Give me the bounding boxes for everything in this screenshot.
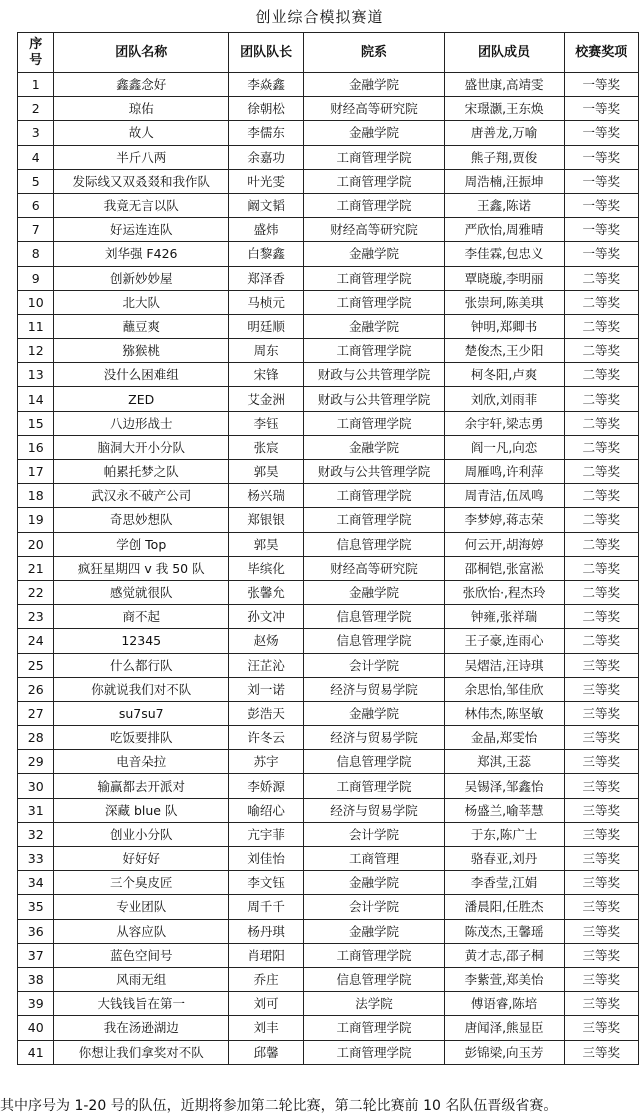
cell-department: 财经高等研究院 [304, 97, 444, 121]
cell-team-name: 琼佑 [54, 97, 229, 121]
cell-team-name: 奇思妙想队 [54, 508, 229, 532]
cell-index: 6 [18, 193, 54, 217]
cell-captain: 郭昊 [228, 460, 303, 484]
cell-members: 周浩楠,汪振坤 [444, 169, 564, 193]
cell-department: 工商管理学院 [304, 193, 444, 217]
cell-department: 金融学院 [304, 919, 444, 943]
cell-members: 傅语睿,陈培 [444, 992, 564, 1016]
cell-members: 何云开,胡海婷 [444, 532, 564, 556]
cell-members: 周青洁,伍凤鸣 [444, 484, 564, 508]
cell-index: 12 [18, 339, 54, 363]
table-row [18, 943, 639, 967]
cell-award: 三等奖 [564, 677, 638, 701]
table-row [18, 701, 639, 725]
cell-captain: 李儒东 [228, 121, 303, 145]
cell-members: 熊子翔,贾俊 [444, 145, 564, 169]
cell-index: 13 [18, 363, 54, 387]
cell-captain: 乔庄 [228, 967, 303, 991]
table-row [18, 484, 639, 508]
cell-index: 9 [18, 266, 54, 290]
table-row [18, 629, 639, 653]
cell-captain: 李娇源 [228, 774, 303, 798]
cell-department: 信息管理学院 [304, 605, 444, 629]
cell-department: 法学院 [304, 992, 444, 1016]
cell-department: 工商管理学院 [304, 1040, 444, 1064]
table-row [18, 605, 639, 629]
table-row [18, 121, 639, 145]
cell-team-name: 蓝色空间号 [54, 943, 229, 967]
cell-captain: 邱馨 [228, 1040, 303, 1064]
cell-team-name: 商不起 [54, 605, 229, 629]
cell-members: 黄才志,邵子桐 [444, 943, 564, 967]
cell-department: 金融学院 [304, 242, 444, 266]
table-row [18, 314, 639, 338]
cell-index: 5 [18, 169, 54, 193]
cell-award: 三等奖 [564, 822, 638, 846]
cell-award: 三等奖 [564, 1040, 638, 1064]
cell-award: 三等奖 [564, 750, 638, 774]
cell-members: 张欣怡·,程杰玲 [444, 580, 564, 604]
cell-members: 盛世康,高靖雯 [444, 73, 564, 97]
cell-index: 40 [18, 1016, 54, 1040]
cell-captain: 苏宇 [228, 750, 303, 774]
cell-team-name: 你想让我们拿奖对不队 [54, 1040, 229, 1064]
cell-captain: 徐朝松 [228, 97, 303, 121]
cell-award: 三等奖 [564, 895, 638, 919]
cell-award: 三等奖 [564, 653, 638, 677]
cell-award: 二等奖 [564, 435, 638, 459]
table-row [18, 847, 639, 871]
cell-department: 财政与公共管理学院 [304, 363, 444, 387]
cell-members: 王鑫,陈诺 [444, 193, 564, 217]
cell-award: 二等奖 [564, 580, 638, 604]
cell-members: 李香莹,江娟 [444, 871, 564, 895]
cell-captain: 叶光雯 [228, 169, 303, 193]
cell-team-name: 故人 [54, 121, 229, 145]
cell-award: 三等奖 [564, 943, 638, 967]
cell-captain: 汪芷沁 [228, 653, 303, 677]
col-header-captain: 团队队长 [228, 33, 303, 73]
cell-department: 会计学院 [304, 822, 444, 846]
cell-index: 11 [18, 314, 54, 338]
cell-members: 吴锡泽,邹鑫怡 [444, 774, 564, 798]
cell-members: 宋璟灏,王东焕 [444, 97, 564, 121]
cell-captain: 李文钰 [228, 871, 303, 895]
cell-index: 33 [18, 847, 54, 871]
cell-members: 覃晓璇,李明丽 [444, 266, 564, 290]
cell-captain: 宋锋 [228, 363, 303, 387]
cell-department: 经济与贸易学院 [304, 726, 444, 750]
cell-members: 张崇珂,陈美琪 [444, 290, 564, 314]
cell-captain: 郑泽香 [228, 266, 303, 290]
cell-index: 39 [18, 992, 54, 1016]
cell-department: 经济与贸易学院 [304, 798, 444, 822]
cell-team-name: 武汉永不破产公司 [54, 484, 229, 508]
cell-award: 三等奖 [564, 871, 638, 895]
cell-team-name: 12345 [54, 629, 229, 653]
cell-members: 李佳霖,包忠义 [444, 242, 564, 266]
table-row [18, 1016, 639, 1040]
cell-department: 金融学院 [304, 871, 444, 895]
cell-members: 周雁鸣,许利萍 [444, 460, 564, 484]
cell-award: 二等奖 [564, 508, 638, 532]
footer-note: 其中序号为 1-20 号的队伍，近期将参加第二轮比赛，第二轮比赛前 10 名队伍晋级省赛。 [0, 1098, 558, 1114]
cell-department: 工商管理学院 [304, 145, 444, 169]
table-row [18, 822, 639, 846]
cell-award: 二等奖 [564, 556, 638, 580]
table-row [18, 580, 639, 604]
cell-team-name: 什么都行队 [54, 653, 229, 677]
cell-department: 工商管理学院 [304, 508, 444, 532]
cell-team-name: su7su7 [54, 701, 229, 725]
cell-members: 王子豪,连雨心 [444, 629, 564, 653]
table-row [18, 266, 639, 290]
cell-department: 工商管理学院 [304, 774, 444, 798]
cell-index: 22 [18, 580, 54, 604]
table-row [18, 460, 639, 484]
table-row [18, 290, 639, 314]
cell-award: 二等奖 [564, 460, 638, 484]
cell-award: 三等奖 [564, 798, 638, 822]
cell-captain: 盛炜 [228, 218, 303, 242]
cell-captain: 李钰 [228, 411, 303, 435]
cell-award: 三等奖 [564, 1016, 638, 1040]
table-row [18, 750, 639, 774]
cell-team-name: 疯狂星期四 v 我 50 队 [54, 556, 229, 580]
table-row [18, 508, 639, 532]
cell-team-name: 蘸豆爽 [54, 314, 229, 338]
cell-team-name: 专业团队 [54, 895, 229, 919]
cell-award: 三等奖 [564, 726, 638, 750]
cell-team-name: 八边形战士 [54, 411, 229, 435]
cell-department: 工商管理学院 [304, 1016, 444, 1040]
cell-members: 李紫萱,郑美怡 [444, 967, 564, 991]
cell-index: 29 [18, 750, 54, 774]
cell-index: 10 [18, 290, 54, 314]
cell-members: 彭锦梁,向玉芳 [444, 1040, 564, 1064]
cell-members: 钟明,郑卿书 [444, 314, 564, 338]
cell-award: 三等奖 [564, 967, 638, 991]
cell-captain: 郑银银 [228, 508, 303, 532]
table-row [18, 774, 639, 798]
cell-members: 李梦婷,蒋志荣 [444, 508, 564, 532]
cell-team-name: 电音朵拉 [54, 750, 229, 774]
cell-team-name: 学创 Top [54, 532, 229, 556]
cell-department: 工商管理学院 [304, 339, 444, 363]
cell-index: 15 [18, 411, 54, 435]
cell-captain: 毕缤化 [228, 556, 303, 580]
table-row [18, 798, 639, 822]
cell-team-name: 风雨无组 [54, 967, 229, 991]
cell-index: 36 [18, 919, 54, 943]
cell-award: 二等奖 [564, 363, 638, 387]
cell-department: 财政与公共管理学院 [304, 460, 444, 484]
cell-team-name: ZED [54, 387, 229, 411]
cell-captain: 刘可 [228, 992, 303, 1016]
table-row [18, 145, 639, 169]
table-row [18, 73, 639, 97]
cell-team-name: 吃饭要排队 [54, 726, 229, 750]
cell-award: 三等奖 [564, 992, 638, 1016]
col-header-department: 院系 [304, 33, 444, 73]
table-row [18, 967, 639, 991]
table-row [18, 992, 639, 1016]
cell-captain: 刘丰 [228, 1016, 303, 1040]
cell-team-name: 我在汤逊湖边 [54, 1016, 229, 1040]
cell-department: 金融学院 [304, 121, 444, 145]
cell-index: 8 [18, 242, 54, 266]
cell-members: 郑淇,王蕊 [444, 750, 564, 774]
cell-index: 34 [18, 871, 54, 895]
cell-captain: 白黎鑫 [228, 242, 303, 266]
cell-members: 余思怡,邹佳欣 [444, 677, 564, 701]
cell-members: 唐善龙,万喻 [444, 121, 564, 145]
table-row [18, 242, 639, 266]
cell-index: 19 [18, 508, 54, 532]
cell-team-name: 北大队 [54, 290, 229, 314]
cell-captain: 郭昊 [228, 532, 303, 556]
cell-index: 16 [18, 435, 54, 459]
cell-index: 26 [18, 677, 54, 701]
cell-team-name: 发际线又双叒叕和我作队 [54, 169, 229, 193]
cell-index: 23 [18, 605, 54, 629]
cell-captain: 肖珺阳 [228, 943, 303, 967]
cell-team-name: 三个臭皮匠 [54, 871, 229, 895]
cell-members: 潘晨阳,任胜杰 [444, 895, 564, 919]
cell-members: 钟雍,张祥瑞 [444, 605, 564, 629]
table-row [18, 726, 639, 750]
cell-award: 二等奖 [564, 290, 638, 314]
cell-members: 阎一凡,向恋 [444, 435, 564, 459]
cell-captain: 艾金洲 [228, 387, 303, 411]
cell-award: 二等奖 [564, 605, 638, 629]
cell-department: 工商管理学院 [304, 484, 444, 508]
cell-department: 金融学院 [304, 580, 444, 604]
cell-members: 林伟杰,陈坚敏 [444, 701, 564, 725]
cell-department: 信息管理学院 [304, 629, 444, 653]
cell-award: 二等奖 [564, 339, 638, 363]
table-row [18, 363, 639, 387]
cell-index: 25 [18, 653, 54, 677]
cell-index: 14 [18, 387, 54, 411]
table-row [18, 411, 639, 435]
cell-captain: 阚文韬 [228, 193, 303, 217]
cell-captain: 亢宇菲 [228, 822, 303, 846]
cell-award: 三等奖 [564, 919, 638, 943]
table-row [18, 387, 639, 411]
cell-members: 骆春亚,刘丹 [444, 847, 564, 871]
cell-department: 工商管理 [304, 847, 444, 871]
table-header-row [18, 33, 639, 73]
table-row [18, 895, 639, 919]
col-header-members: 团队成员 [444, 33, 564, 73]
cell-captain: 马桢元 [228, 290, 303, 314]
cell-team-name: 半斤八两 [54, 145, 229, 169]
table-row [18, 1040, 639, 1064]
cell-index: 38 [18, 967, 54, 991]
cell-members: 金晶,郑雯怡 [444, 726, 564, 750]
table-row [18, 218, 639, 242]
cell-index: 37 [18, 943, 54, 967]
cell-index: 35 [18, 895, 54, 919]
cell-award: 一等奖 [564, 73, 638, 97]
cell-award: 二等奖 [564, 532, 638, 556]
cell-department: 财经高等研究院 [304, 218, 444, 242]
cell-department: 金融学院 [304, 435, 444, 459]
cell-index: 31 [18, 798, 54, 822]
cell-index: 17 [18, 460, 54, 484]
table-row [18, 677, 639, 701]
cell-members: 杨盛兰,喻莘慧 [444, 798, 564, 822]
cell-index: 27 [18, 701, 54, 725]
cell-award: 三等奖 [564, 774, 638, 798]
cell-index: 2 [18, 97, 54, 121]
cell-award: 二等奖 [564, 484, 638, 508]
cell-captain: 许冬云 [228, 726, 303, 750]
cell-department: 工商管理学院 [304, 943, 444, 967]
table-row [18, 919, 639, 943]
cell-members: 严欣怡,周雅晴 [444, 218, 564, 242]
table-row [18, 435, 639, 459]
cell-team-name: 大钱钱旨在第一 [54, 992, 229, 1016]
cell-department: 工商管理学院 [304, 290, 444, 314]
cell-captain: 喻绍心 [228, 798, 303, 822]
cell-department: 会计学院 [304, 653, 444, 677]
cell-award: 二等奖 [564, 314, 638, 338]
table-row [18, 532, 639, 556]
cell-award: 二等奖 [564, 266, 638, 290]
cell-team-name: 鑫鑫念好 [54, 73, 229, 97]
cell-members: 陈茂杰,王馨瑶 [444, 919, 564, 943]
cell-award: 二等奖 [564, 387, 638, 411]
cell-department: 会计学院 [304, 895, 444, 919]
cell-index: 7 [18, 218, 54, 242]
cell-members: 唐闻泽,熊显臣 [444, 1016, 564, 1040]
cell-team-name: 脑洞大开小分队 [54, 435, 229, 459]
cell-department: 信息管理学院 [304, 532, 444, 556]
cell-department: 工商管理学院 [304, 411, 444, 435]
cell-index: 28 [18, 726, 54, 750]
table-row [18, 556, 639, 580]
cell-captain: 余嘉功 [228, 145, 303, 169]
cell-department: 金融学院 [304, 701, 444, 725]
cell-captain: 孙文冲 [228, 605, 303, 629]
cell-award: 二等奖 [564, 411, 638, 435]
cell-members: 柯冬阳,卢爽 [444, 363, 564, 387]
cell-department: 金融学院 [304, 314, 444, 338]
cell-team-name: 我竟无言以队 [54, 193, 229, 217]
cell-captain: 杨兴瑞 [228, 484, 303, 508]
cell-award: 一等奖 [564, 169, 638, 193]
document-title: 创业综合模拟赛道 [255, 8, 384, 26]
cell-members: 刘欣,刘雨菲 [444, 387, 564, 411]
cell-members: 于东,陈广士 [444, 822, 564, 846]
cell-captain: 彭浩天 [228, 701, 303, 725]
cell-department: 财政与公共管理学院 [304, 387, 444, 411]
cell-department: 经济与贸易学院 [304, 677, 444, 701]
cell-department: 信息管理学院 [304, 750, 444, 774]
cell-index: 4 [18, 145, 54, 169]
cell-captain: 刘一诺 [228, 677, 303, 701]
cell-team-name: 从容应队 [54, 919, 229, 943]
cell-captain: 明廷顺 [228, 314, 303, 338]
cell-index: 18 [18, 484, 54, 508]
cell-team-name: 好好好 [54, 847, 229, 871]
table-row [18, 193, 639, 217]
award-table [17, 32, 639, 1065]
cell-index: 21 [18, 556, 54, 580]
cell-team-name: 创业小分队 [54, 822, 229, 846]
cell-department: 工商管理学院 [304, 266, 444, 290]
cell-award: 三等奖 [564, 701, 638, 725]
cell-team-name: 刘华强 F426 [54, 242, 229, 266]
cell-captain: 赵炀 [228, 629, 303, 653]
col-header-team-name: 团队名称 [54, 33, 229, 73]
cell-members: 余宇轩,梁志勇 [444, 411, 564, 435]
cell-index: 20 [18, 532, 54, 556]
cell-captain: 张宸 [228, 435, 303, 459]
cell-award: 一等奖 [564, 218, 638, 242]
cell-department: 金融学院 [304, 73, 444, 97]
cell-members: 楚俊杰,王少阳 [444, 339, 564, 363]
cell-index: 24 [18, 629, 54, 653]
cell-team-name: 创新妙妙屋 [54, 266, 229, 290]
cell-index: 3 [18, 121, 54, 145]
cell-captain: 周东 [228, 339, 303, 363]
cell-award: 一等奖 [564, 145, 638, 169]
cell-team-name: 输赢都去开派对 [54, 774, 229, 798]
col-header-award: 校赛奖项 [564, 33, 638, 73]
cell-captain: 张馨允 [228, 580, 303, 604]
cell-index: 30 [18, 774, 54, 798]
cell-index: 32 [18, 822, 54, 846]
cell-captain: 刘佳怡 [228, 847, 303, 871]
cell-award: 二等奖 [564, 629, 638, 653]
table-row [18, 97, 639, 121]
table-row [18, 339, 639, 363]
cell-team-name: 感觉就很队 [54, 580, 229, 604]
cell-department: 信息管理学院 [304, 967, 444, 991]
table-row [18, 653, 639, 677]
cell-team-name: 猕猴桃 [54, 339, 229, 363]
cell-captain: 杨丹琪 [228, 919, 303, 943]
cell-award: 一等奖 [564, 97, 638, 121]
cell-team-name: 深藏 blue 队 [54, 798, 229, 822]
cell-members: 吴熠洁,汪诗琪 [444, 653, 564, 677]
cell-team-name: 你就说我们对不队 [54, 677, 229, 701]
table-row [18, 871, 639, 895]
cell-index: 41 [18, 1040, 54, 1064]
table-row [18, 169, 639, 193]
cell-award: 一等奖 [564, 242, 638, 266]
cell-team-name: 好运连连队 [54, 218, 229, 242]
cell-department: 工商管理学院 [304, 169, 444, 193]
cell-team-name: 帕累托梦之队 [54, 460, 229, 484]
cell-award: 一等奖 [564, 121, 638, 145]
cell-award: 一等奖 [564, 193, 638, 217]
cell-captain: 周千千 [228, 895, 303, 919]
cell-award: 三等奖 [564, 847, 638, 871]
cell-members: 邵桐铠,张富淞 [444, 556, 564, 580]
cell-team-name: 没什么困难组 [54, 363, 229, 387]
cell-index: 1 [18, 73, 54, 97]
col-header-index: 序号 [18, 33, 54, 73]
cell-department: 财经高等研究院 [304, 556, 444, 580]
cell-captain: 李焱鑫 [228, 73, 303, 97]
